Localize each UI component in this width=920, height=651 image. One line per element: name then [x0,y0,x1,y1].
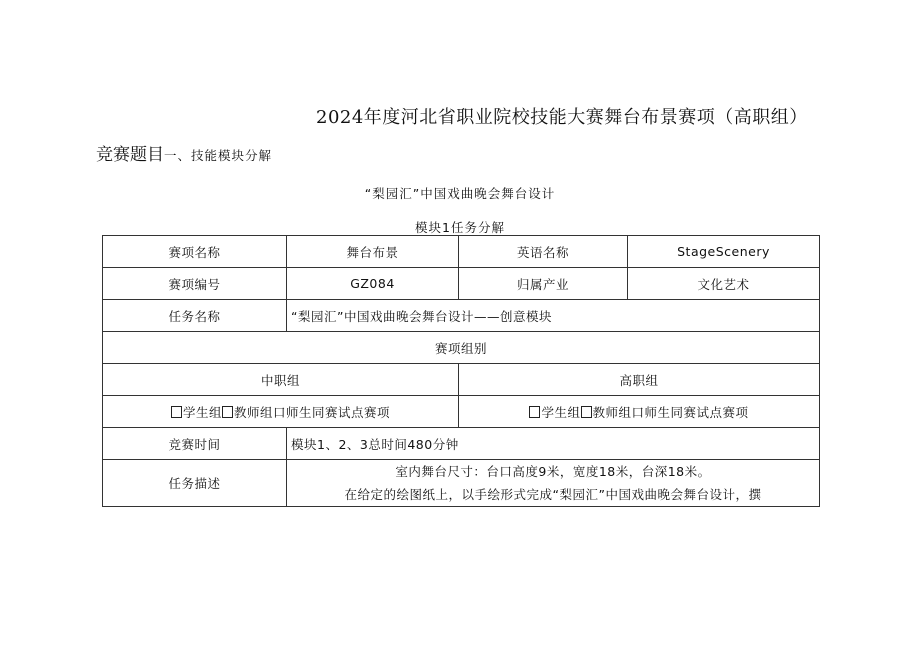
heading-sub: 一、技能模块分解 [164,148,273,163]
industry-value: 文化艺术 [628,268,820,300]
student-group-checkbox[interactable] [529,406,540,418]
higher-group-label: 高职组 [459,364,820,396]
teacher-group-checkbox[interactable] [581,406,592,418]
desc-label: 任务描述 [103,460,287,507]
option-label: 教师组口师生同赛试点赛项 [592,404,749,420]
time-value: 模块1、2、3总时间480分钟 [287,428,820,460]
table-row [103,268,820,300]
event-name-label: 赛项名称 [103,236,287,268]
desc-line: 在给定的绘图纸上，以手绘形式完成“梨园汇”中国戏曲晚会舞台设计，撰 [344,487,762,502]
module-title: 模块1任务分解 [415,220,505,235]
table-row [103,332,820,364]
table-row [103,300,820,332]
table-row [103,396,820,428]
project-subtitle: “梨园汇”中国戏曲晚会舞台设计 [364,186,556,201]
option-label: 学生组 [182,404,222,420]
desc-value [287,460,820,507]
table-row [103,364,820,396]
industry-label: 归属产业 [459,268,628,300]
option-label: 学生组 [541,404,581,420]
english-name-value: StageScenery [628,236,820,268]
section-heading [96,140,272,165]
task-name-label: 任务名称 [103,300,287,332]
english-name-label: 英语名称 [459,236,628,268]
table-row [103,428,820,460]
higher-group-options [459,396,820,428]
event-name-value: 舞台布景 [287,236,459,268]
document-title: 2024年度河北省职业院校技能大赛舞台布景赛项（高职组） [316,107,808,128]
table-row [103,236,820,268]
task-name-value: “梨园汇”中国戏曲晚会舞台设计——创意模块 [287,300,820,332]
teacher-group-checkbox[interactable] [222,406,233,418]
group-header: 赛项组别 [103,332,820,364]
table-row [103,460,820,507]
secondary-group-options [103,396,459,428]
heading-main: 竞赛题目 [96,145,164,165]
desc-line: 室内舞台尺寸：台口高度9米，宽度18米，台深18米。 [395,464,711,479]
time-label: 竞赛时间 [103,428,287,460]
event-code-value: GZ084 [287,268,459,300]
event-code-label: 赛项编号 [103,268,287,300]
task-table [102,235,820,507]
student-group-checkbox[interactable] [171,406,182,418]
option-label: 教师组口师生同赛试点赛项 [234,404,391,420]
secondary-group-label: 中职组 [103,364,459,396]
